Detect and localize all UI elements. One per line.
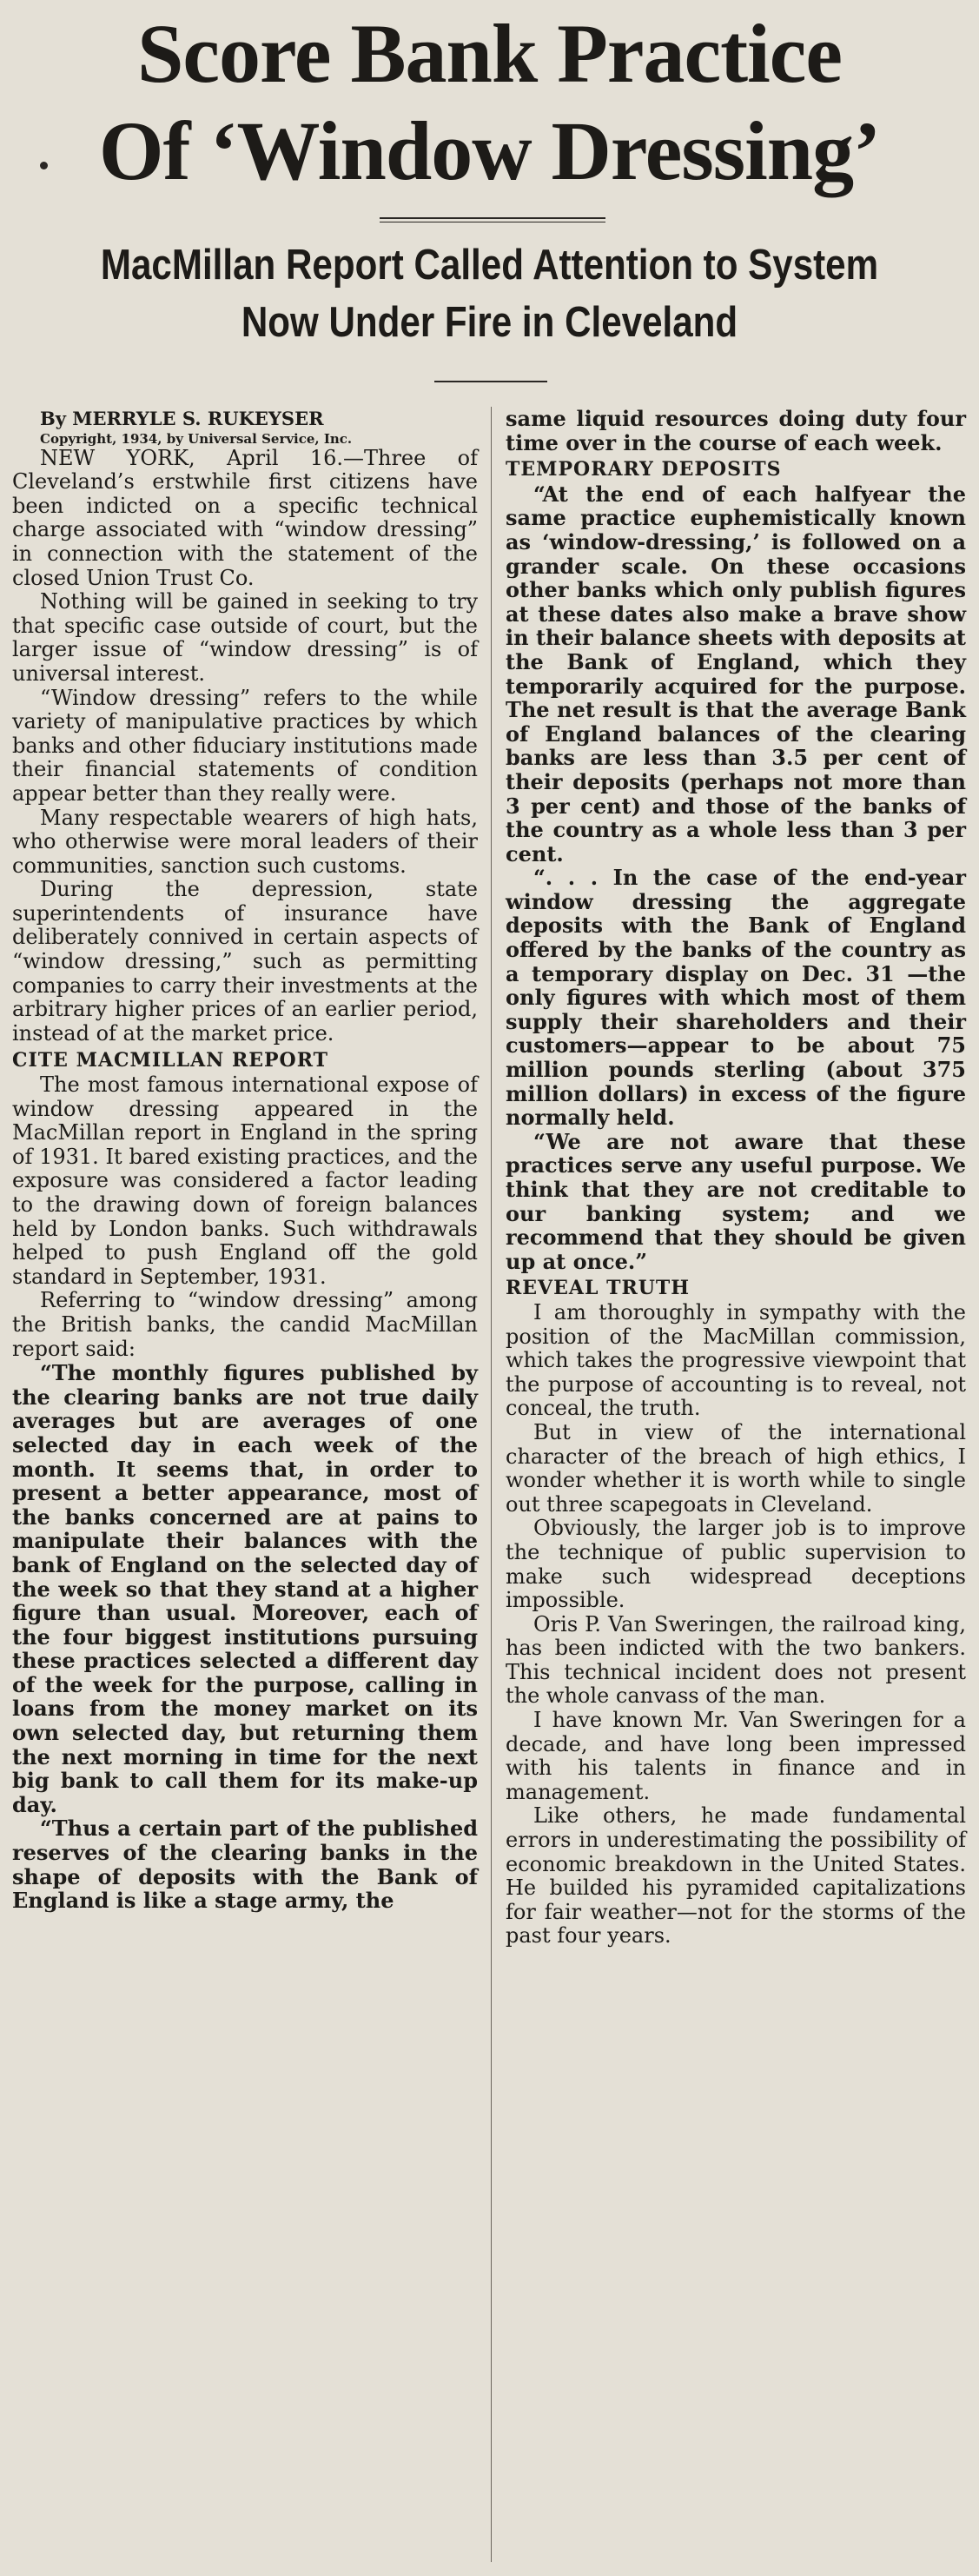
quoted-paragraph: “The monthly figures published by the clearing banks are not true daily averages but are averages of one selected day in each week of the month. It seems that, in order to present a better appearance, most of the banks concerned are at pains to manipulate their balances with the bank of England on the selected day of the week so that they stand at a higher figure than usual. Moreover, each of the four biggest institutions pursuing these practices selected a different day of the week for the purpose, calling in loans from the money market on its own selected day, but returning them the next morning in time for the next big bank to call them for its make-up day. [12,1360,478,1817]
deck-headline [69,236,910,351]
copyright-line: Copyright, 1934, by Universal Service, Inc. [40,430,353,447]
headline-rule [380,217,605,222]
paragraph: During the depression, state superintendents of insurance have deliberately connived in certain aspects of “window dressing,” such as permitting companies to carry their investments at the arbitrary higher prices of an earlier period, instead of at the market price. [12,877,478,1046]
left-column [12,407,478,1913]
headline-line-2: Of ‘Window Dressing’ [98,104,881,197]
deck-rule [434,381,547,382]
paragraph: Obviously, the larger job is to improve the technique of public supervision to make such widespread deceptions impossible. [506,1516,966,1613]
paragraph: Like others, he made fundamental errors in underestimating the possibility of economic breakdown in the United States. He builded his pyramided capitalizations for fair weather—not for the storms of the past four years. [506,1803,966,1949]
paragraph: The most famous international expose of window dressing appeared in the MacMillan report in England in the spring of 1931. It bared existing practices, and the exposure was considered a factor leading to the drawing down of foreign balances held by London banks. Such withdrawals helped to push England off the gold standard in September, 1931. [12,1072,478,1289]
column-divider [491,407,492,2562]
paragraph: Many respectable wearers of high hats, who otherwise were moral leaders of their communities, sanction such customs. [12,805,478,878]
paragraph: But in view of the international character of the breach of high ethics, I wonder whether it is worth while to single out three scapegoats in Cleveland. [506,1419,966,1517]
paragraph: Referring to “window dressing” among the British banks, the candid MacMillan report said: [12,1288,478,1361]
byline: By MERRYLE S. RUKEYSER [40,408,324,429]
right-column [506,407,966,1949]
quoted-paragraph: “Thus a certain part of the published reserves of the clearing banks in the shape of deposits with the Bank of England is like a stage army, the [12,1816,478,1914]
deck-line-2: Now Under Fire in Cleveland [241,299,738,346]
paragraph: Nothing will be gained in seeking to try that specific case outside of court, but the larger issue of “window dressing” is of universal interest. [12,589,478,686]
subheading: REVEAL TRUTH [506,1277,691,1300]
paragraph: NEW YORK, April 16.—Three of Cleveland’s erstwhile first citizens have been indicted on a specific technical charge associated with “window dressing” in connection with the statement of the closed Union Trust Co. [12,445,478,590]
paragraph: I have known Mr. Van Sweringen for a decade, and have long been impressed with his talents in finance and in management. [506,1708,966,1804]
quoted-paragraph: “. . . In the case of the end-year window dressing the aggregate deposits with the Bank of England offered by the banks of the country as a temporary display on Dec. 31 —the only figures with which most of them supply their shareholders and their customers—appear to be about 75 million pounds sterling (about 375 million dollars) in excess of the figure normally held. [506,865,966,1131]
subheading: CITE MACMILLAN REPORT [12,1049,328,1072]
deck-line-1: MacMillan Report Called Attention to System [100,242,879,289]
headline-line-1: Score Bank Practice [136,7,842,100]
paragraph: “Window dressing” refers to the while variety of manipulative practices by which banks and other fiduciary institutions made their financial statements of condition appear better than they really were. [12,685,478,806]
subheading: TEMPORARY DEPOSITS [506,458,782,481]
paragraph: I am thoroughly in sympathy with the position of the MacMillan commission, which takes the progressive viewpoint that the purpose of accounting is to reveal, not conceal, the truth. [506,1299,966,1421]
quoted-paragraph: “We are not aware that these practices serve any useful purpose. We think that they are not creditable to our banking system; and we recommend that they should be given up at once.” [506,1128,966,1274]
quoted-paragraph: same liquid resources doing duty four time over in the course of each week. [506,406,966,455]
paragraph: Oris P. Van Sweringen, the railroad king, has been indicted with the two bankers. This technical incident does not present the whole canvass of the man. [506,1611,966,1709]
quoted-paragraph: “At the end of each halfyear the same practice euphemistically known as ‘window-dressing,’ is followed on a grander scale. On these occasions other banks which only publish figures at these dates also make a brave show in their balance sheets with deposits at the Bank of England, which they temporarily acquired for the purpose. The net result is that the average Bank of England balances of the clearing banks are less than 3.5 per cent of their deposits (perhaps not more than 3 per cent) and those of the banks of the country as a whole less than 3 per cent. [506,481,966,866]
